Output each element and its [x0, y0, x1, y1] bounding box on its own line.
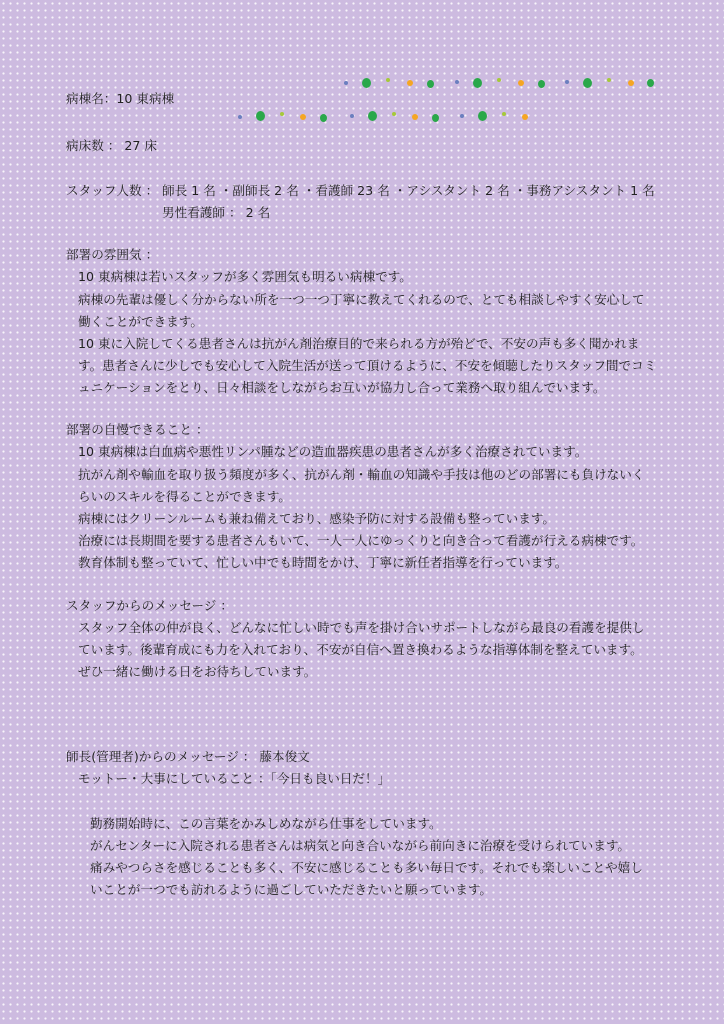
- garland-dot: [344, 81, 348, 85]
- pride-heading: 部署の自慢できること ：: [66, 422, 209, 437]
- head-nurse-heading: 師長(管理者)からのメッセージ ： 藤本俊文: [66, 749, 310, 764]
- head-nurse-line: がんセンターに入院される患者さんは病気と向き合いながら前向きに治療を受けられています。: [90, 838, 631, 853]
- garland-dot: [647, 79, 654, 87]
- staff-message-line: ぜひ一緒に働ける日をお待ちしています。: [78, 664, 317, 679]
- garland-dot: [350, 114, 354, 118]
- garland-dot: [522, 114, 528, 120]
- garland-dot: [392, 112, 396, 116]
- garland-dot: [407, 80, 413, 86]
- garland-dot: [368, 111, 377, 121]
- staff-count-label: スタッフ人数 ：: [66, 183, 159, 198]
- garland-dot: [628, 80, 634, 86]
- garland-dot: [460, 114, 464, 118]
- pride-line: らいのスキルを得ることができます。: [78, 489, 291, 504]
- head-nurse-line: いことが一つでも訪れるように過ごしていただきたいと願っています。: [90, 882, 492, 897]
- staff-count-detail: 師長 1 名 ・副師長 2 名 ・看護師 23 名 ・アシスタント 2 名 ・事務アシスタント 1 名: [162, 183, 655, 198]
- garland-dot: [427, 80, 434, 88]
- garland-dot: [280, 112, 284, 116]
- garland-dot: [607, 78, 611, 82]
- garland-dot: [455, 80, 459, 84]
- atmosphere-line: 働くことができます。: [78, 314, 203, 329]
- garland-dot: [412, 114, 418, 120]
- garland-dot: [538, 80, 545, 88]
- atmosphere-line: 10 東病棟は若いスタッフが多く雰囲気も明るい病棟です。: [78, 269, 412, 284]
- pride-line: 抗がん剤や輸血を取り扱う頻度が多く、抗がん剤・輸血の知識や手技は他のどの部署にも負けないく: [78, 467, 645, 482]
- head-nurse-line: 痛みやつらさを感じることも多く、不安に感じることも多い毎日です。それでも楽しいことや嬉し: [90, 860, 643, 875]
- ward-name: 病棟名：10 東病棟: [66, 91, 175, 106]
- atmosphere-line: す。患者さんに少しでも安心して入院生活が送って頂けるように、不安を傾聴したりスタッフ間でコミ: [78, 358, 657, 373]
- garland-dot: [518, 80, 524, 86]
- bed-count: 病床数 ： 27 床: [66, 138, 158, 153]
- head-nurse-motto: モットー・大事にしていること ：「今日も良い日だ！」: [78, 771, 391, 786]
- garland-dot: [320, 114, 327, 122]
- garland-dot: [502, 112, 506, 116]
- pride-line: 病棟にはクリーンルームも兼ね備えており、感染予防に対する設備も整っています。: [78, 511, 555, 526]
- staff-message-line: ています。後輩育成にも力を入れており、不安が自信へ置き換わるような指導体制を整えています。: [78, 642, 643, 657]
- staff-message-line: スタッフ全体の仲が良く、どんなに忙しい時でも声を掛け合いサポートしながら最良の看護を提供し: [78, 620, 645, 635]
- staff-message-heading: スタッフからのメッセージ ：: [66, 598, 233, 613]
- garland-dot: [497, 78, 501, 82]
- atmosphere-line: 病棟の先輩は優しく分からない所を一つ一つ丁寧に教えてくれるので、とても相談しやすく安心して: [78, 292, 645, 307]
- garland-dot: [256, 111, 265, 121]
- garland-dot: [300, 114, 306, 120]
- atmosphere-line: ュニケーションをとり、日々相談をしながらお互いが協力し合って業務へ取り組んでいます。: [78, 380, 606, 395]
- pride-line: 教育体制も整っていて、忙しい中でも時間をかけ、丁寧に新任者指導を行っています。: [78, 555, 568, 570]
- garland-dot: [238, 115, 242, 119]
- male-nurse-count: 男性看護師 ： 2 名: [162, 205, 271, 220]
- garland-dot: [565, 80, 569, 84]
- garland-dot: [478, 111, 487, 121]
- pride-line: 治療には長期間を要する患者さんもいて、一人一人にゆっくりと向き合って看護が行える病棟です。: [78, 533, 644, 548]
- garland-dot: [583, 78, 592, 88]
- garland-dot: [386, 78, 390, 82]
- garland-dot: [432, 114, 439, 122]
- garland-dot: [473, 78, 482, 88]
- atmosphere-line: 10 東に入院してくる患者さんは抗がん剤治療目的で来られる方が殆どで、不安の声も多く聞かれま: [78, 336, 640, 351]
- atmosphere-heading: 部署の雰囲気 ：: [66, 247, 159, 262]
- pride-line: 10 東病棟は白血病や悪性リンパ腫などの造血器疾患の患者さんが多く治療されています。: [78, 444, 588, 459]
- garland-dot: [362, 78, 371, 88]
- head-nurse-line: 勤務開始時に、この言葉をかみしめながら仕事をしています。: [90, 816, 442, 831]
